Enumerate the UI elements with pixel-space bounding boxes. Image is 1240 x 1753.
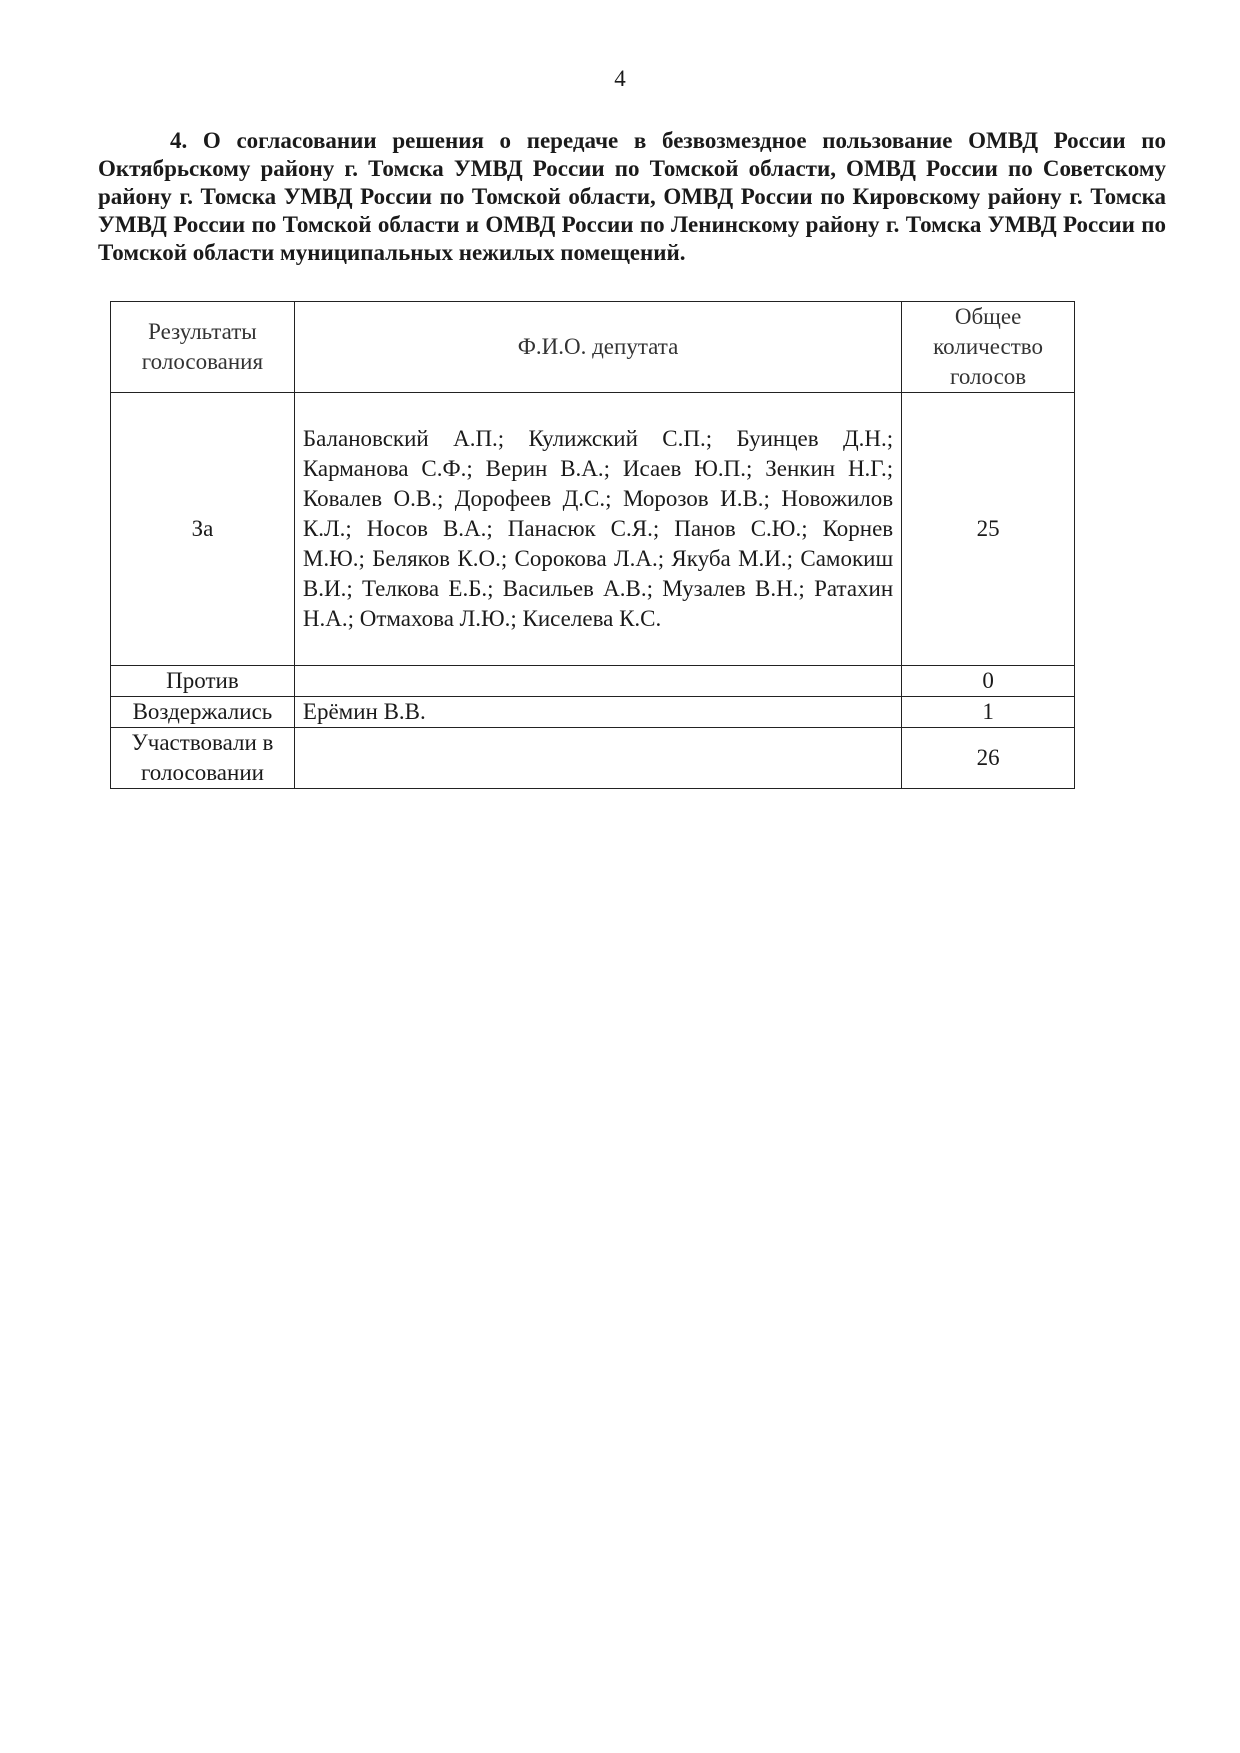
voting-results-table: [110, 301, 1075, 789]
header-results: Результаты голосования: [111, 302, 295, 393]
row-count-abstained: 1: [902, 697, 1075, 728]
page-number: 4: [614, 66, 626, 91]
row-count-against: 0: [902, 666, 1075, 697]
row-names-for: Балановский А.П.; Кулижский С.П.; Буинцев Д.Н.; Карманова С.Ф.; Верин В.А.; Исаев Ю.П.; Зенкин Н.Г.; Ковалев О.В.; Дорофеев Д.С.; Морозов И.В.; Новожилов К.Л.; Носов В.А.; Панасюк С.Я.; Панов С.Ю.; Корнев М.Ю.; Беляков К.О.; Сорокова Л.А.; Якуба М.И.; Самокиш В.И.; Телкова Е.Б.; Васильев А.В.; Музалев В.Н.; Ратахин Н.А.; Отмахова Л.Ю.; Киселева К.С.: [294, 393, 901, 666]
row-names-participated: [294, 728, 901, 789]
row-label-participated: Участвовали в голосовании: [111, 728, 295, 789]
table-row-abstained: [111, 697, 1075, 728]
table-row-for: [111, 393, 1075, 666]
row-names-abstained: Ерёмин В.В.: [294, 697, 901, 728]
row-label-against: Против: [111, 666, 295, 697]
table-row-against: [111, 666, 1075, 697]
row-count-participated: 26: [902, 728, 1075, 789]
row-names-against: [294, 666, 901, 697]
header-vote-count: Общее количество голосов: [902, 302, 1075, 393]
agenda-item-heading: 4. О согласовании решения о передаче в безвозмездное пользование ОМВД России по Октябрьскому району г. Томска УМВД России по Томской области, ОМВД России по Советскому району г. Томска УМВД России по Томской области, ОМВД России по Кировскому району г. Томска УМВД России по Томской области и ОМВД России по Ленинскому району г. Томска УМВД России по Томской области муниципальных нежилых помещений.: [98, 128, 1166, 265]
header-deputy-names: Ф.И.О. депутата: [294, 302, 901, 393]
table-row-participated: [111, 728, 1075, 789]
row-count-for: 25: [902, 393, 1075, 666]
row-label-for: За: [111, 393, 295, 666]
row-label-abstained: Воздержались: [111, 697, 295, 728]
table-header-row: [111, 302, 1075, 393]
